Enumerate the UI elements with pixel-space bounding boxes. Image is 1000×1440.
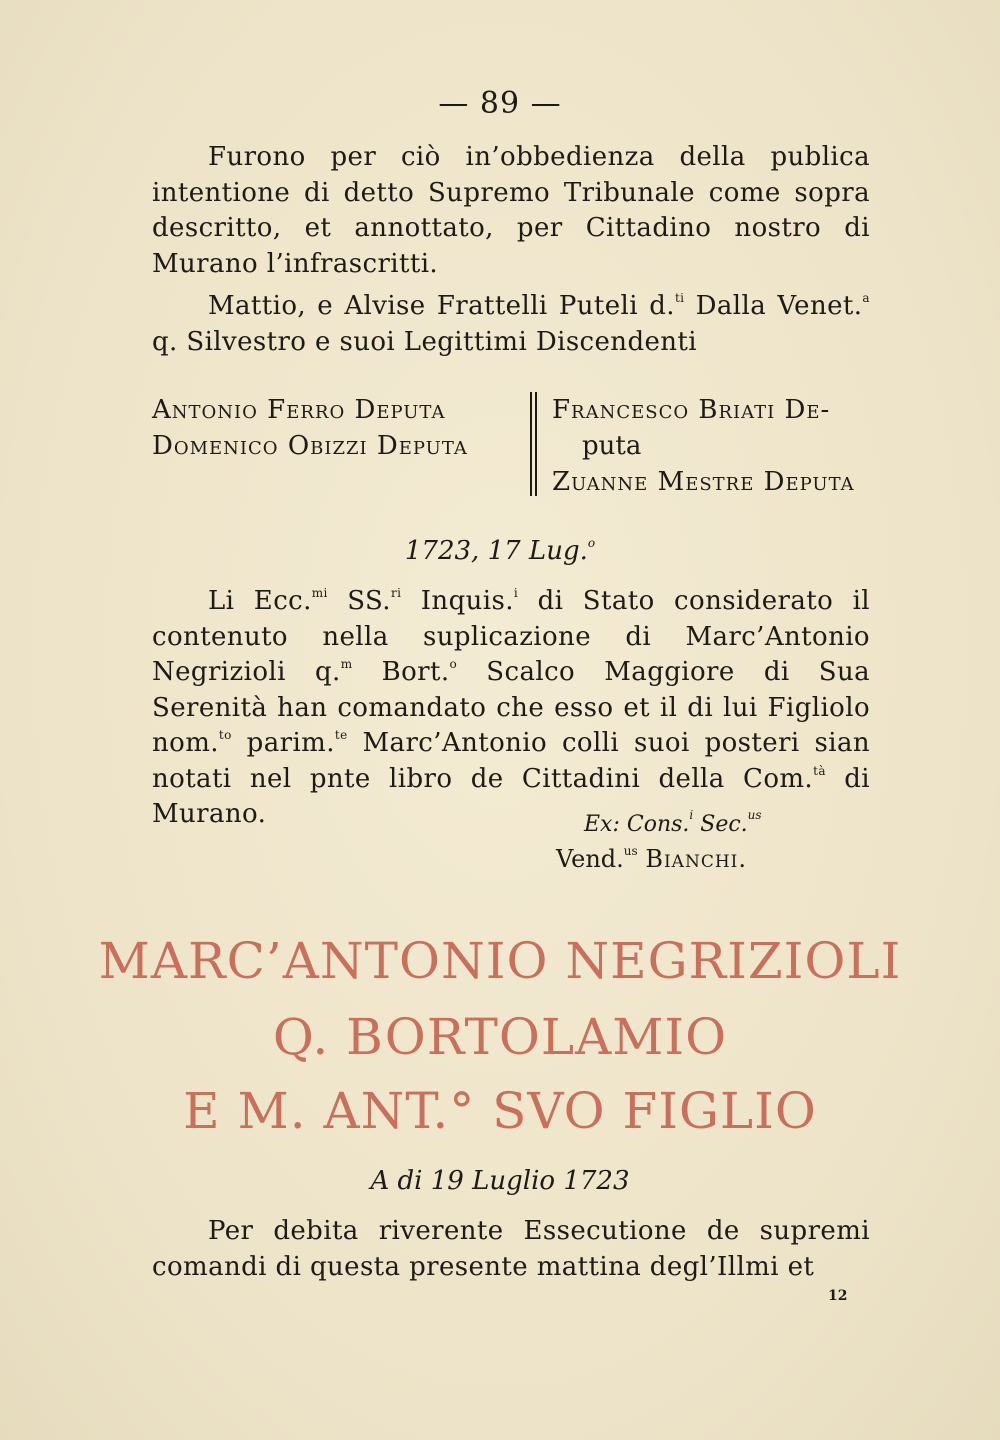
superscript: te: [334, 728, 348, 742]
date-heading: [0, 536, 1000, 566]
date-heading: A di 19 Luglio 1723: [370, 1166, 630, 1196]
text-fragment: Dalla Venet.: [684, 291, 863, 321]
text-fragment: Vend.: [556, 845, 624, 873]
text-fragment: q. Silvestro e suoi Legittimi Discendenti: [152, 326, 697, 357]
rubric-heading-line: MARC’ANTONIO NEGRIZIOLI: [98, 932, 902, 990]
column-divider: [530, 392, 537, 496]
text-fragment: Scalco Maggiore di Sua Serenità han comandato che esso et il di lui Figliolo nom.: [152, 657, 870, 758]
text-fragment: Inquis.: [401, 586, 514, 616]
text-fragment: Ex: Cons.: [584, 812, 690, 837]
superscript: o: [449, 657, 458, 671]
attestation-signature: [556, 842, 876, 876]
signatories-right: [552, 392, 870, 500]
superscript: to: [218, 728, 232, 742]
attestation-line: [556, 808, 876, 842]
text-fragment: di Stato considerato il contenuto nella suplicazione di Marc’Antonio Negrizioli q.: [152, 586, 870, 687]
text-fragment: Mattio, e Alvise Frattelli Puteli d.: [208, 291, 675, 321]
superscript: mi: [311, 586, 328, 600]
paragraph-execution: Per debita riverente Essecutione de supremi comandi di questa presente mattina degl’Illmi et: [152, 1216, 870, 1282]
rubric-heading-line: E M. ANT.° SVO FIGLIO: [183, 1082, 817, 1140]
text-fragment: SS.: [327, 586, 391, 616]
signatory-continuation: puta: [582, 431, 642, 461]
rubric-heading-line: Q. BORTOLAMIO: [272, 1008, 728, 1066]
paragraph-intro: Furono per ciò in’obbedienza della publica intentione di detto Supremo Tribunale come sopra descritto, et annottato, per Cittadino nostro di Murano l’infrascritti.: [152, 142, 870, 279]
signatory: Francesco Briati De-: [552, 395, 831, 425]
signer-name: Bianchi.: [645, 845, 747, 873]
page-number: — 89 —: [438, 86, 562, 121]
signature-mark: 12: [828, 1288, 848, 1304]
text-fragment: parim.: [231, 728, 335, 758]
superscript: m: [340, 657, 353, 671]
superscript: ri: [390, 586, 402, 600]
superscript: o: [587, 536, 596, 550]
superscript: a: [862, 291, 870, 305]
superscript: us: [747, 808, 762, 822]
superscript: i: [689, 808, 694, 822]
superscript: i: [513, 586, 519, 600]
text-fragment: Li Ecc.: [208, 586, 312, 616]
text-fragment: Sec.: [693, 812, 748, 837]
date-text: 1723, 17 Lug.: [404, 536, 588, 566]
attestation: [556, 808, 876, 876]
text-fragment: Marc’Antonio colli suoi posteri sian notati nel pnte libro de Cittadini della Com.: [152, 728, 870, 794]
text-fragment: Bort.: [352, 657, 450, 687]
signatory: Antonio Ferro Deputa: [152, 395, 446, 425]
text-fragment: di Murano.: [152, 763, 870, 829]
superscript: ti: [674, 291, 685, 305]
signatory: Zuanne Mestre Deputa: [552, 467, 855, 497]
signatory: Domenico Obizzi Deputa: [152, 431, 468, 461]
signatories-left: [152, 392, 522, 464]
paragraph-decree: [152, 584, 870, 833]
superscript: tà: [813, 763, 826, 778]
paragraph-names: [152, 289, 870, 360]
superscript: us: [623, 844, 638, 858]
